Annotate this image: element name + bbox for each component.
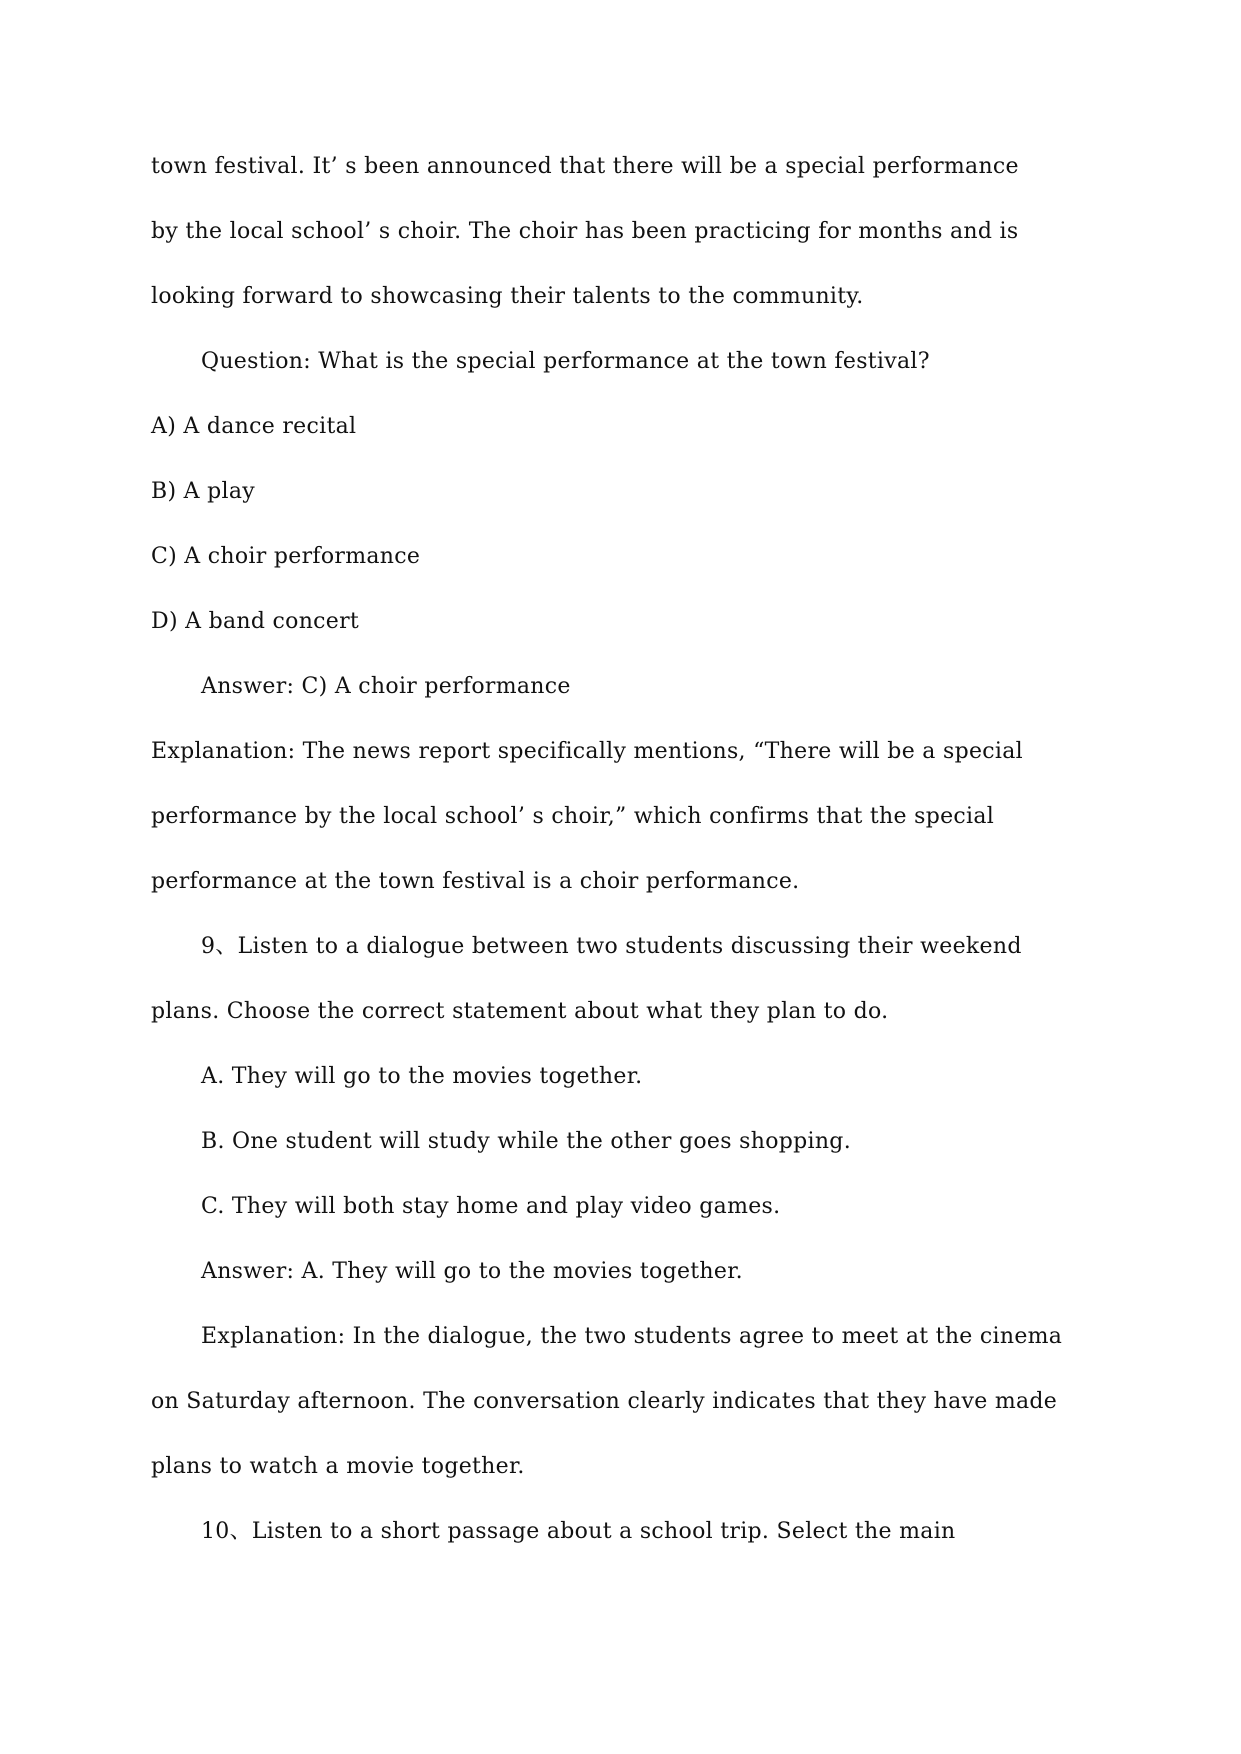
passage-line-3: looking forward to showcasing their talents to the community. (151, 284, 864, 309)
explanation-line-2: performance by the local school’ s choir,” which confirms that the special (151, 804, 995, 829)
explanation-line-1: Explanation: The news report specifically mentions, “There will be a special (151, 739, 1024, 764)
q9-option-a: A. They will go to the movies together. (201, 1064, 643, 1089)
passage-line-1: town festival. It’ s been announced that there will be a special performance (151, 154, 1019, 179)
q9-explanation-line-3: plans to watch a movie together. (151, 1454, 525, 1479)
document-body (151, 146, 1101, 1576)
question-text: Question: What is the special performance at the town festival? (201, 349, 930, 374)
option-c: C) A choir performance (151, 544, 421, 569)
option-a: A) A dance recital (151, 414, 357, 439)
q9-answer-text: Answer: A. They will go to the movies together. (201, 1259, 743, 1284)
option-b: B) A play (151, 479, 255, 504)
q9-option-c: C. They will both stay home and play video games. (201, 1194, 781, 1219)
explanation-line-3: performance at the town festival is a choir performance. (151, 869, 800, 894)
q9-explanation-line-2: on Saturday afternoon. The conversation clearly indicates that they have made (151, 1389, 1058, 1414)
q9-option-b: B. One student will study while the other goes shopping. (201, 1129, 851, 1154)
question-9-line-2: plans. Choose the correct statement about what they plan to do. (151, 999, 889, 1024)
q9-explanation-line-1: Explanation: In the dialogue, the two students agree to meet at the cinema (201, 1324, 1063, 1349)
passage-line-2: by the local school’ s choir. The choir has been practicing for months and is (151, 219, 1019, 244)
question-10-line-1: 10、Listen to a short passage about a school trip. Select the main (201, 1519, 956, 1544)
answer-text: Answer: C) A choir performance (201, 674, 571, 699)
option-d: D) A band concert (151, 609, 360, 634)
question-9-line-1: 9、Listen to a dialogue between two students discussing their weekend (201, 934, 1022, 959)
